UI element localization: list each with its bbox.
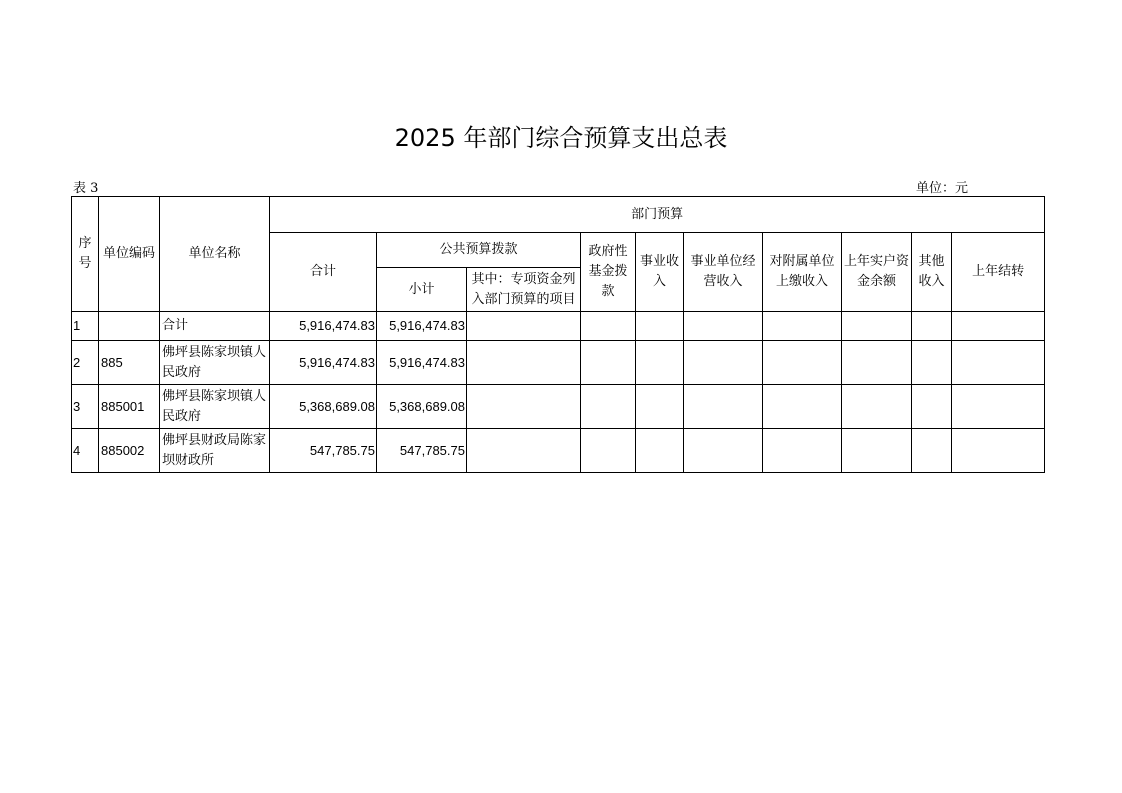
- row-total: 5,916,474.83: [270, 341, 377, 385]
- row-total: 5,368,689.08: [270, 385, 377, 429]
- row-subtotal: 5,916,474.83: [377, 341, 467, 385]
- header-special-funds: 其中：专项资金列入部门预算的项目: [467, 268, 581, 312]
- row-prior-balance: [842, 429, 912, 473]
- row-special-funds: [467, 385, 581, 429]
- row-prior-balance: [842, 312, 912, 341]
- row-carryover: [952, 341, 1045, 385]
- row-business-income: [636, 429, 684, 473]
- row-name: 合计: [160, 312, 270, 341]
- header-other-income: 其他收入: [912, 233, 952, 312]
- row-name: 佛坪县陈家坝镇人民政府: [160, 385, 270, 429]
- row-operating-income: [684, 385, 763, 429]
- row-subtotal: 5,368,689.08: [377, 385, 467, 429]
- header-dept-budget: 部门预算: [270, 197, 1045, 233]
- row-code: [99, 312, 160, 341]
- budget-table: [71, 196, 1045, 473]
- header-carryover: 上年结转: [952, 233, 1045, 312]
- row-affiliate-income: [763, 429, 842, 473]
- header-total: 合计: [270, 233, 377, 312]
- table-row: [72, 385, 1045, 429]
- row-special-funds: [467, 429, 581, 473]
- row-subtotal: 547,785.75: [377, 429, 467, 473]
- row-other-income: [912, 385, 952, 429]
- row-gov-fund: [581, 429, 636, 473]
- header-subtotal: 小计: [377, 268, 467, 312]
- row-seq: 1: [72, 312, 99, 341]
- row-business-income: [636, 312, 684, 341]
- table-row: [72, 429, 1045, 473]
- row-name: 佛坪县财政局陈家坝财政所: [160, 429, 270, 473]
- header-seq: 序号: [72, 197, 99, 312]
- row-prior-balance: [842, 385, 912, 429]
- row-affiliate-income: [763, 312, 842, 341]
- row-seq: 3: [72, 385, 99, 429]
- row-operating-income: [684, 312, 763, 341]
- row-code: 885001: [99, 385, 160, 429]
- row-code: 885002: [99, 429, 160, 473]
- header-affiliate-income: 对附属单位上缴收入: [763, 233, 842, 312]
- row-special-funds: [467, 341, 581, 385]
- header-business-income: 事业收入: [636, 233, 684, 312]
- header-name: 单位名称: [160, 197, 270, 312]
- unit-label: 单位：元: [916, 181, 969, 196]
- row-carryover: [952, 312, 1045, 341]
- row-affiliate-income: [763, 385, 842, 429]
- header-prior-balance: 上年实户资金余额: [842, 233, 912, 312]
- row-special-funds: [467, 312, 581, 341]
- row-gov-fund: [581, 385, 636, 429]
- row-other-income: [912, 312, 952, 341]
- table-row: [72, 312, 1045, 341]
- row-other-income: [912, 429, 952, 473]
- row-code: 885: [99, 341, 160, 385]
- row-gov-fund: [581, 341, 636, 385]
- row-prior-balance: [842, 341, 912, 385]
- page-title: 2025 年部门综合预算支出总表: [394, 124, 728, 152]
- row-carryover: [952, 385, 1045, 429]
- row-seq: 2: [72, 341, 99, 385]
- row-business-income: [636, 341, 684, 385]
- table-row: [72, 341, 1045, 385]
- header-code: 单位编码: [99, 197, 160, 312]
- row-total: 547,785.75: [270, 429, 377, 473]
- header-public-budget: 公共预算拨款: [377, 233, 581, 268]
- row-seq: 4: [72, 429, 99, 473]
- header-operating-income: 事业单位经营收入: [684, 233, 763, 312]
- row-subtotal: 5,916,474.83: [377, 312, 467, 341]
- row-carryover: [952, 429, 1045, 473]
- row-name: 佛坪县陈家坝镇人民政府: [160, 341, 270, 385]
- row-operating-income: [684, 429, 763, 473]
- row-affiliate-income: [763, 341, 842, 385]
- row-total: 5,916,474.83: [270, 312, 377, 341]
- table-number: 表 3: [73, 181, 99, 196]
- header-gov-fund: 政府性基金拨款: [581, 233, 636, 312]
- row-gov-fund: [581, 312, 636, 341]
- row-other-income: [912, 341, 952, 385]
- row-operating-income: [684, 341, 763, 385]
- row-business-income: [636, 385, 684, 429]
